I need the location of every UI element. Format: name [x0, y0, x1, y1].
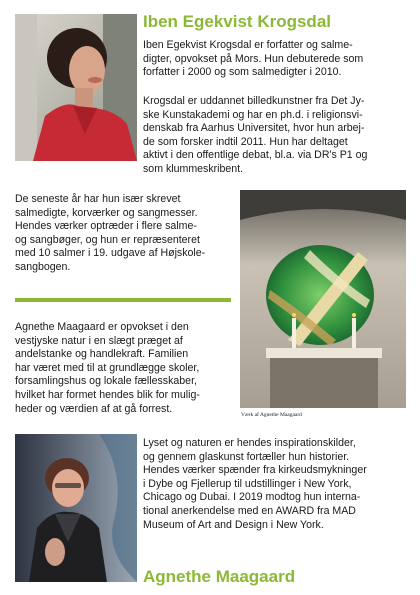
portrait-iben-krogsdal	[15, 14, 137, 161]
paragraph-agnethe-background: Agnethe Maagaard er opvokset i den vestjyske natur i en slægt præget af andelstanke og handlekraft. Familien har været med til at grundlægge skoler, forsamlingshus og lokale fællesskaber, hvilket har formet hendes blik for mulig- heder og værdien af at gå forrest.	[15, 321, 200, 415]
glass-artwork-photo	[240, 190, 406, 408]
portrait-agnethe-maagaard	[15, 434, 137, 582]
heading-agnethe-maagaard: Agnethe Maagaard	[143, 567, 296, 586]
paragraph-iben-education: Krogsdal er uddannet billedkunstner fra Det Jy- ske Kunstakademi og har en ph.d. i religionsvi- denskab fra Aarhus Universitet, hvor hun arbej- de som forsker indtil 2011. Hun har deltaget aktivt i den offentlige debat, bl.a. via DR's P1 og som klummeskribent.	[143, 95, 368, 175]
paragraph-iben-intro: Iben Egekvist Krogsdal er forfatter og salme- digter, opvokset på Mors. Hun debuterede som forfatter i 2000 og som salmedigter i 2010.	[143, 39, 364, 79]
artwork-caption: Værk af Agnethe Maagaard	[241, 412, 302, 418]
paragraph-agnethe-inspiration: Lyset og naturen er hendes inspirationskilder, og gennem glaskunst fortæller hun historier. Hendes værker spænder fra kirkeudsmykninger i Dybe og Fjellerup til udstillinger i New York, Chicago og Dubai. I 2019 modtog hun interna- tional anerkendelse med en AWARD fra MAD Museum of Art and Design i New York.	[143, 437, 367, 531]
heading-iben-krogsdal: Iben Egekvist Krogsdal	[143, 12, 331, 31]
paragraph-iben-works: De seneste år har hun især skrevet salmedigte, korværker og sangmesser. Hendes værker optræder i flere salme- og sangbøger, og hun er repræsenteret med 10 salmer i 19. udgave af Højskole- sangbogen.	[15, 193, 206, 273]
section-divider	[15, 298, 231, 302]
